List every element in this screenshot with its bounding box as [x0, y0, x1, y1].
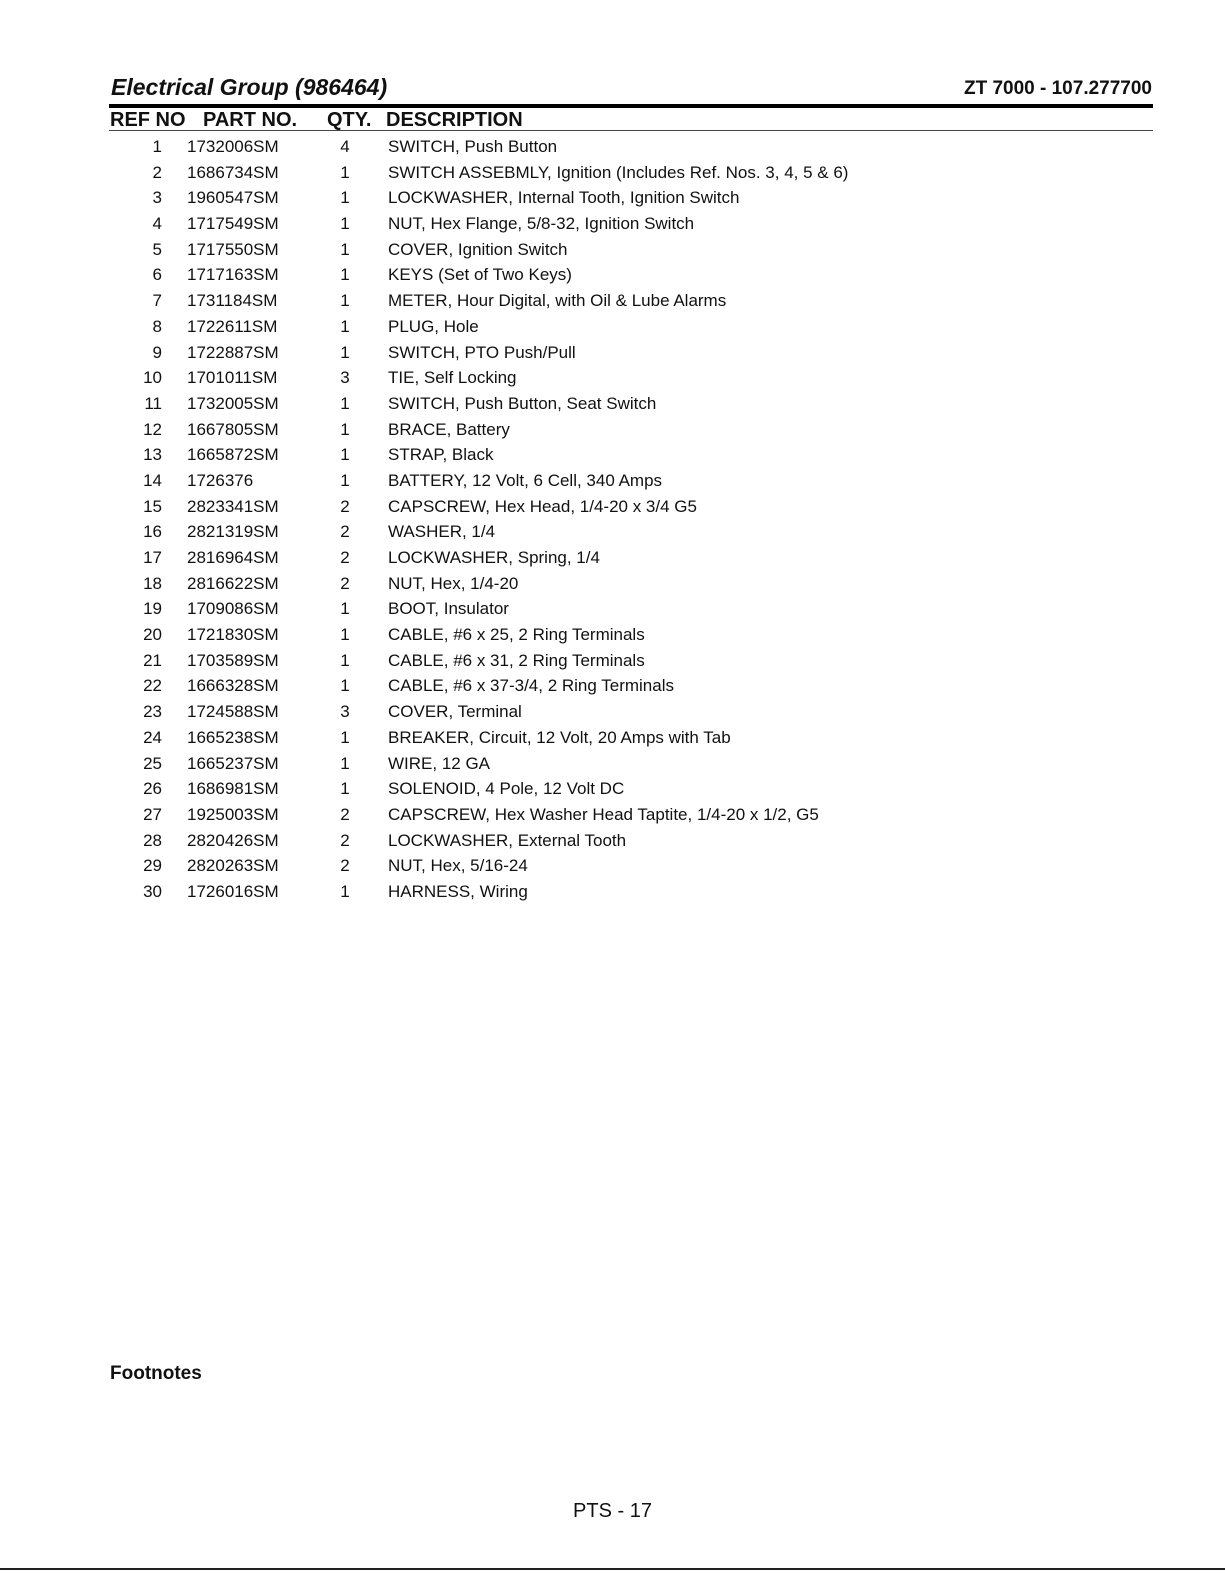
- description: SOLENOID, 4 Pole, 12 Volt DC: [388, 779, 625, 799]
- description: WIRE, 12 GA: [388, 753, 491, 773]
- page-number: PTS - 17: [573, 1500, 652, 1522]
- part-number: 1721830SM: [187, 625, 279, 645]
- ref-number: 6: [152, 265, 162, 285]
- ref-number: 13: [143, 445, 162, 465]
- description: CABLE, #6 x 25, 2 Ring Terminals: [388, 625, 645, 645]
- part-number: 1724588SM: [187, 702, 279, 722]
- description: CAPSCREW, Hex Head, 1/4-20 x 3/4 G5: [388, 496, 697, 516]
- part-number: 2816964SM: [187, 548, 279, 567]
- quantity: 1: [340, 445, 350, 465]
- part-number: 1717550SM: [187, 239, 279, 259]
- table-row: [109, 573, 1153, 599]
- ref-number: 8: [152, 316, 162, 336]
- description: SWITCH ASSEBMLY, Ignition (Includes Ref. Nos. 3, 4, 5 & 6): [388, 162, 849, 182]
- ref-number: 1: [152, 137, 162, 156]
- table-row: [109, 187, 1153, 213]
- table-row: [109, 521, 1153, 547]
- quantity: 1: [340, 599, 350, 619]
- table-row: [109, 290, 1153, 316]
- quantity: 1: [340, 291, 350, 311]
- description: NUT, Hex, 5/16-24: [388, 856, 528, 876]
- table-row: [109, 162, 1153, 188]
- quantity: 1: [340, 779, 350, 799]
- quantity: 1: [340, 419, 350, 439]
- table-row: [109, 881, 1153, 907]
- quantity: 1: [340, 393, 350, 413]
- quantity: 1: [340, 650, 350, 670]
- description: HARNESS, Wiring: [388, 881, 528, 901]
- quantity: 2: [340, 573, 350, 593]
- model-number: ZT 7000 - 107.277700: [963, 78, 1152, 99]
- part-number: 1722611SM: [187, 316, 278, 336]
- description: BOOT, Insulator: [388, 599, 509, 619]
- part-number: 1726016SM: [187, 881, 279, 901]
- part-number: 2816622SM: [187, 573, 279, 593]
- description: LOCKWASHER, External Tooth: [388, 830, 627, 850]
- ref-number: 25: [143, 753, 162, 773]
- part-number: 2821319SM: [187, 522, 279, 542]
- description: BRACE, Battery: [388, 419, 510, 439]
- ref-number: 15: [143, 496, 162, 516]
- table-row: [109, 136, 1153, 162]
- table-row: [109, 855, 1153, 881]
- description: BREAKER, Circuit, 12 Volt, 20 Amps with Tab: [388, 727, 731, 747]
- part-number: 1731184SM: [187, 291, 278, 311]
- part-number: 2820426SM: [187, 830, 279, 850]
- quantity: 3: [340, 702, 350, 722]
- column-header-ref: REF NO: [110, 109, 186, 131]
- part-number: 1703589SM: [187, 650, 279, 670]
- quantity: 1: [340, 881, 350, 901]
- quantity: 1: [340, 342, 350, 362]
- ref-number: 26: [143, 779, 162, 799]
- quantity: 1: [340, 162, 350, 182]
- description: CABLE, #6 x 37-3/4, 2 Ring Terminals: [388, 676, 674, 696]
- column-header-description: DESCRIPTION: [386, 109, 523, 131]
- table-row: [109, 239, 1153, 265]
- table-row: [109, 598, 1153, 624]
- quantity: 1: [340, 625, 350, 645]
- description: COVER, Ignition Switch: [388, 239, 568, 259]
- bottom-rule: [0, 1568, 1225, 1570]
- quantity: 2: [340, 496, 350, 516]
- table-row: [109, 419, 1153, 445]
- quantity: 1: [340, 676, 350, 696]
- part-number: 1960547SM: [187, 188, 279, 208]
- quantity: 4: [340, 137, 350, 156]
- ref-number: 24: [143, 727, 162, 747]
- ref-number: 5: [152, 239, 162, 259]
- ref-number: 7: [152, 291, 162, 311]
- ref-number: 23: [143, 702, 162, 722]
- ref-number: 22: [143, 676, 162, 696]
- table-row: [109, 444, 1153, 470]
- part-number: 1717549SM: [187, 214, 279, 234]
- description: NUT, Hex, 1/4-20: [388, 573, 519, 593]
- quantity: 2: [340, 856, 350, 876]
- part-number: 1665237SM: [187, 753, 279, 773]
- table-row: [109, 778, 1153, 804]
- ref-number: 20: [143, 625, 162, 645]
- ref-number: 30: [143, 881, 162, 901]
- page-header: [111, 74, 1152, 102]
- quantity: 1: [340, 265, 350, 285]
- quantity: 1: [340, 316, 350, 336]
- description: CABLE, #6 x 31, 2 Ring Terminals: [388, 650, 645, 670]
- ref-number: 11: [144, 393, 162, 413]
- ref-number: 4: [152, 214, 162, 234]
- quantity: 1: [340, 470, 350, 490]
- table-row: [109, 727, 1153, 753]
- ref-number: 18: [143, 573, 162, 593]
- quantity: 1: [340, 727, 350, 747]
- description: SWITCH, PTO Push/Pull: [388, 342, 576, 362]
- parts-list: [109, 136, 1153, 907]
- description: NUT, Hex Flange, 5/8-32, Ignition Switch: [388, 214, 695, 234]
- description: PLUG, Hole: [388, 316, 479, 336]
- part-number: 1667805SM: [187, 419, 279, 439]
- part-number: 1717163SM: [187, 265, 279, 285]
- part-number: 1686981SM: [187, 779, 279, 799]
- description: LOCKWASHER, Internal Tooth, Ignition Switch: [388, 188, 740, 208]
- ref-number: 16: [143, 522, 162, 542]
- description: SWITCH, Push Button, Seat Switch: [388, 393, 657, 413]
- part-number: 2823341SM: [187, 496, 279, 516]
- ref-number: 2: [152, 162, 162, 182]
- ref-number: 12: [143, 419, 162, 439]
- description: KEYS (Set of Two Keys): [388, 265, 572, 285]
- table-row: [109, 547, 1153, 573]
- quantity: 1: [340, 188, 350, 208]
- table-row: [109, 342, 1153, 368]
- table-row: [109, 367, 1153, 393]
- part-number: 1666328SM: [187, 676, 279, 696]
- part-number: 1709086SM: [187, 599, 279, 619]
- page-title: Electrical Group (986464): [111, 74, 388, 100]
- description: STRAP, Black: [388, 445, 494, 465]
- footnotes-heading: Footnotes: [110, 1363, 202, 1384]
- ref-number: 28: [143, 830, 162, 850]
- description: SWITCH, Push Button: [388, 137, 558, 156]
- quantity: 2: [340, 830, 350, 850]
- table-row: [109, 650, 1153, 676]
- part-number: 1701011SM: [187, 368, 278, 388]
- description: METER, Hour Digital, with Oil & Lube Alarms: [388, 291, 727, 311]
- column-header-qty: QTY.: [327, 109, 372, 131]
- table-row: [109, 830, 1153, 856]
- quantity: 1: [340, 214, 350, 234]
- table-row: [109, 675, 1153, 701]
- description: WASHER, 1/4: [388, 522, 496, 542]
- column-header-part: PART NO.: [203, 109, 298, 131]
- part-number: 2820263SM: [187, 856, 279, 876]
- description: CAPSCREW, Hex Washer Head Taptite, 1/4-20 x 1/2, G5: [388, 804, 819, 824]
- quantity: 1: [340, 239, 350, 259]
- part-number: 1686734SM: [187, 162, 279, 182]
- table-row: [109, 264, 1153, 290]
- ref-number: 17: [143, 548, 162, 567]
- description: TIE, Self Locking: [388, 368, 517, 388]
- table-row: [109, 393, 1153, 419]
- table-row: [109, 804, 1153, 830]
- part-number: 1925003SM: [187, 804, 279, 824]
- ref-number: 29: [143, 856, 162, 876]
- table-row: [109, 753, 1153, 779]
- table-row: [109, 624, 1153, 650]
- part-number: 1665872SM: [187, 445, 279, 465]
- quantity: 2: [340, 522, 350, 542]
- part-number: 1722887SM: [187, 342, 279, 362]
- table-row: [109, 701, 1153, 727]
- ref-number: 14: [143, 470, 162, 490]
- quantity: 1: [340, 753, 350, 773]
- description: COVER, Terminal: [388, 702, 522, 722]
- table-row: [109, 470, 1153, 496]
- part-number: 1732006SM: [187, 137, 279, 156]
- part-number: 1732005SM: [187, 393, 279, 413]
- ref-number: 9: [152, 342, 162, 362]
- quantity: 2: [340, 804, 350, 824]
- quantity: 3: [340, 368, 350, 388]
- table-row: [109, 213, 1153, 239]
- part-number: 1726376: [187, 470, 254, 490]
- description: BATTERY, 12 Volt, 6 Cell, 340 Amps: [388, 470, 663, 490]
- column-header-row: [109, 108, 1153, 131]
- table-row: [109, 316, 1153, 342]
- table-row: [109, 496, 1153, 522]
- ref-number: 3: [152, 188, 162, 208]
- ref-number: 21: [143, 650, 162, 670]
- ref-number: 10: [143, 368, 162, 388]
- quantity: 2: [340, 548, 350, 567]
- ref-number: 27: [143, 804, 162, 824]
- description: LOCKWASHER, Spring, 1/4: [388, 548, 600, 567]
- part-number: 1665238SM: [187, 727, 279, 747]
- ref-number: 19: [143, 599, 162, 619]
